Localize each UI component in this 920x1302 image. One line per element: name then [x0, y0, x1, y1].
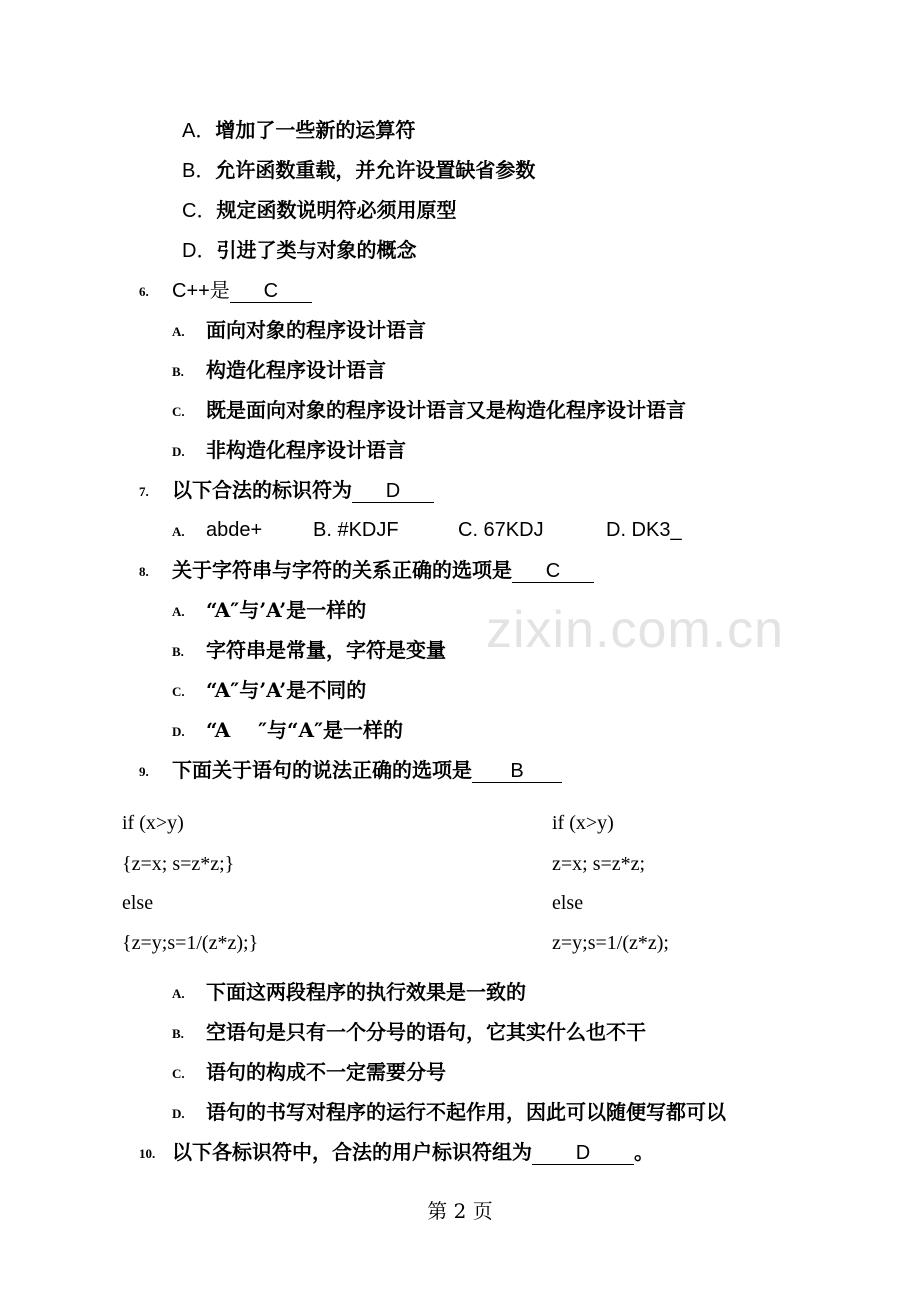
q7-option-c: C. 67KDJ [458, 519, 544, 541]
q7-number: 7. [139, 484, 149, 499]
q7-option-b: B. #KDJF [313, 519, 399, 541]
q9-stem: 下面关于语句的说法正确的选项是 B [172, 758, 562, 783]
code-left-line-3: else [122, 892, 154, 914]
q5-option-a: A．增加了一些新的运算符 [182, 118, 416, 142]
code-right-line-2: z=x; s=z*z; [552, 853, 646, 875]
q7-option-a-letter: A. [172, 524, 185, 539]
q6-option-c-letter: C. [172, 404, 185, 419]
q8-option-b-letter: B. [172, 644, 184, 659]
q8-option-b: 字符串是常量，字符是变量 [206, 638, 446, 662]
q9-option-a: 下面这两段程序的执行效果是一致的 [206, 980, 526, 1004]
code-right-line-4: z=y;s=1/(z*z); [552, 932, 669, 954]
q9-number: 9. [139, 764, 149, 779]
q8-option-c-letter: C. [172, 684, 185, 699]
q8-option-a-letter: A. [172, 604, 185, 619]
q8-option-c: “A″与’A’是不同的 [206, 678, 367, 702]
q9-option-c-letter: C. [172, 1066, 185, 1081]
code-left-line-2: {z=x; s=z*z;} [122, 853, 235, 875]
q8-option-d: “A ″与“A″是一样的 [206, 718, 404, 742]
q7-answer-blank: D [352, 480, 434, 503]
q5-option-d: D．引进了类与对象的概念 [182, 238, 417, 262]
q10-answer-blank: D [532, 1142, 634, 1165]
q8-option-d-letter: D. [172, 724, 185, 739]
page-footer: 第 2 页 [427, 1199, 493, 1223]
q7-stem: 以下合法的标识符为 D [172, 478, 434, 503]
q6-option-d: 非构造化程序设计语言 [206, 438, 406, 462]
q9-option-c: 语句的构成不一定需要分号 [206, 1060, 446, 1084]
q9-answer-blank: B [472, 760, 562, 783]
q10-stem: 以下各标识符中，合法的用户标识符组为 D 。 [172, 1140, 654, 1164]
q8-answer-blank: C [512, 560, 594, 583]
q8-option-a: “A″与’A’是一样的 [206, 598, 367, 622]
code-left-line-1: if (x>y) [122, 812, 184, 834]
q9-option-a-letter: A. [172, 986, 185, 1001]
q7-option-d: D. DK3_ [606, 519, 682, 541]
q9-option-b: 空语句是只有一个分号的语句，它其实什么也不干 [206, 1020, 646, 1044]
code-right-line-3: else [552, 892, 584, 914]
q6-option-c: 既是面向对象的程序设计语言又是构造化程序设计语言 [206, 398, 686, 422]
q6-option-d-letter: D. [172, 444, 185, 459]
q6-number: 6. [139, 284, 149, 299]
q6-option-b-letter: B. [172, 364, 184, 379]
q6-option-a: 面向对象的程序设计语言 [206, 318, 426, 342]
watermark: zixin.com.cn [486, 601, 785, 659]
q10-number: 10. [139, 1146, 156, 1161]
q6-stem: C++是 C [172, 278, 312, 303]
q8-stem: 关于字符串与字符的关系正确的选项是 C [172, 558, 594, 583]
q6-option-a-letter: A. [172, 324, 185, 339]
code-right-line-1: if (x>y) [552, 812, 614, 834]
q6-option-b: 构造化程序设计语言 [206, 358, 386, 382]
q5-option-b: B．允许函数重载，并允许设置缺省参数 [182, 158, 536, 182]
q7-option-a: abde+ [206, 519, 263, 541]
q8-number: 8. [139, 564, 149, 579]
q9-option-b-letter: B. [172, 1026, 184, 1041]
q9-option-d-letter: D. [172, 1106, 185, 1121]
q6-answer-blank: C [230, 280, 312, 303]
q9-option-d: 语句的书写对程序的运行不起作用，因此可以随便写都可以 [206, 1100, 726, 1124]
code-left-line-4: {z=y;s=1/(z*z);} [122, 932, 259, 954]
q5-option-c: C．规定函数说明符必须用原型 [182, 198, 457, 222]
